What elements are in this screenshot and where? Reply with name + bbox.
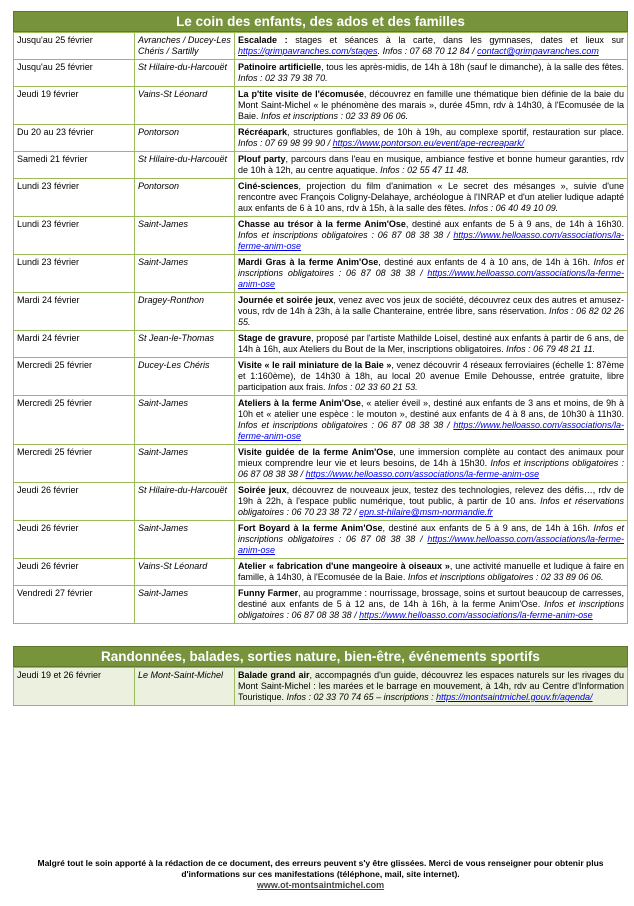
table-row — [14, 559, 628, 586]
event-title: Visite « le rail miniature de la Baie » — [238, 360, 392, 370]
event-info: Infos : 07 69 98 99 90 / — [238, 138, 333, 148]
event-place: Saint-James — [135, 445, 235, 483]
event-text: , au programme : nourrissage, brossage, soins et surtout beaucoup de carresses, destiné aux enfants de 5 à 12 ans, de 14h à 16h, à la ferme Anim'Ose. — [238, 588, 624, 609]
table-row — [14, 60, 628, 87]
event-description — [235, 217, 628, 255]
event-link[interactable]: https://www.helloasso.com/associations/la-ferme-anim-ose — [238, 268, 624, 289]
table-row — [14, 358, 628, 396]
event-info: Infos : 02 55 47 11 48. — [380, 165, 470, 175]
event-text: , une immersion complète au contact des animaux pour mieux comprendre leur vie et leurs besoins, de 14h à 15h30. — [238, 447, 624, 468]
event-description — [235, 445, 628, 483]
event-place: St Hilaire-du-Harcouët — [135, 152, 235, 179]
event-text: , destiné aux enfants de 5 à 9 ans, de 14h à 16h30. — [405, 219, 624, 229]
event-title: Ateliers à la ferme Anim'Ose — [238, 398, 361, 408]
event-description — [235, 125, 628, 152]
event-text: , structures gonflables, de 10h à 19h, au complexe sportif, restauration sur place. — [287, 127, 624, 137]
event-date: Lundi 23 février — [14, 179, 135, 217]
table-row — [14, 152, 628, 179]
website-link[interactable]: www.ot-montsaintmichel.com — [256, 880, 385, 890]
event-text: , « atelier éveil », destiné aux enfants de 3 ans et moins, de 9h à 10h et « atelier une espèce : le mouton », destiné aux enfants de 4 à 8 ans, de 10h30 à 11h30. — [238, 398, 624, 419]
event-description — [235, 521, 628, 559]
event-description — [235, 331, 628, 358]
event-link[interactable]: contact@grimpavranches.com — [477, 46, 599, 56]
event-place: Pontorson — [135, 125, 235, 152]
event-info: Infos et inscriptions obligatoires : 06 87 08 38 38 / — [238, 420, 454, 430]
section-header-kids: Le coin des enfants, des ados et des familles — [13, 11, 628, 32]
event-link[interactable]: https://www.helloasso.com/associations/la-ferme-anim-ose — [238, 230, 624, 251]
table-row — [14, 33, 628, 60]
event-description — [235, 358, 628, 396]
event-info: Infos et inscriptions obligatoires : 06 87 08 38 38 / — [238, 458, 624, 479]
event-description — [235, 255, 628, 293]
event-place: Avranches / Ducey-Les Chéris / Sartilly — [135, 33, 235, 60]
event-place: Le Mont-Saint-Michel — [135, 668, 235, 706]
event-info: Infos : 06 79 48 21 11. — [506, 344, 596, 354]
event-title: Escalade : — [238, 35, 288, 45]
event-title: Patinoire artificielle — [238, 62, 322, 72]
event-text: , découvrez en famille une thématique bien définie de la baie du Mont Saint-Michel « le phénomène des marais », durée 45mn, rdv à 14h30, à l'Ecomusée de la Baie. — [238, 89, 624, 121]
event-date: Jusqu'au 25 février — [14, 33, 135, 60]
event-description — [235, 87, 628, 125]
outdoor-events-table — [13, 667, 628, 706]
event-date: Jeudi 26 février — [14, 483, 135, 521]
table-row — [14, 87, 628, 125]
event-link[interactable]: https://www.helloasso.com/associations/la-ferme-anim-ose — [305, 469, 540, 479]
table-row — [14, 483, 628, 521]
event-title: La p'tite visite de l'écomusée — [238, 89, 364, 99]
event-date: Samedi 21 février — [14, 152, 135, 179]
event-link[interactable]: https://www.helloasso.com/associations/la-ferme-anim-ose — [238, 534, 624, 555]
event-info: Infos et réservations obligatoires : 06 70 23 38 72 / — [238, 496, 624, 517]
event-text: , destiné aux enfants de 4 à 10 ans, de 14h à 16h. — [378, 257, 594, 267]
event-title: Mardi Gras à la ferme Anim'Ose — [238, 257, 379, 267]
event-place: St Hilaire-du-Harcouët — [135, 60, 235, 87]
event-description — [235, 483, 628, 521]
kids-events-table — [13, 32, 628, 624]
event-date: Lundi 23 février — [14, 217, 135, 255]
event-description — [235, 33, 628, 60]
event-info: Infos et inscriptions obligatoires : 06 87 08 38 38 / — [238, 523, 624, 544]
event-date: Jusqu'au 25 février — [14, 60, 135, 87]
event-info: . Infos : 07 68 70 12 84 / — [377, 46, 478, 56]
event-place: St Hilaire-du-Harcouët — [135, 483, 235, 521]
event-date: Mercredi 25 février — [14, 358, 135, 396]
table-row — [14, 331, 628, 358]
event-title: Fort Boyard à la ferme Anim'Ose — [238, 523, 383, 533]
event-description — [235, 586, 628, 624]
table-row — [14, 586, 628, 624]
table-row — [14, 125, 628, 152]
event-place: Saint-James — [135, 217, 235, 255]
event-link[interactable]: https://www.helloasso.com/associations/la-ferme-anim-ose — [359, 610, 593, 620]
event-place: Saint-James — [135, 396, 235, 445]
event-info: Infos : 06 40 49 10 09. — [468, 203, 559, 213]
event-place: Saint-James — [135, 586, 235, 624]
event-title: Soirée jeux — [238, 485, 287, 495]
event-date: Mercredi 25 février — [14, 396, 135, 445]
event-text: , venez avec vos jeux de société, découvrez ceux des autres et amusez-vous, rdv de 14h à 23h, à la salle Chanteraine, entrée libre, sans réservation. — [238, 295, 624, 316]
event-link[interactable]: epn.st-hilaire@msm-normandie.fr — [359, 507, 493, 517]
event-text: , projection du film d'animation « Le secret des mésanges », suivie d'une rencontre avec François Coligny-Delahaye, archéologue à l'INRAP et d'un atelier ludique adapté aux enfants de 6 à 10 ans, rdv à 15h, à la salle des fêtes. — [238, 181, 624, 213]
event-info: Infos et inscriptions : 02 33 89 06 06. — [261, 111, 409, 121]
event-title: Récréapark — [238, 127, 288, 137]
table-row — [14, 217, 628, 255]
event-info: Infos et inscriptions obligatoires : 06 87 08 38 38 / — [238, 230, 454, 240]
footer — [13, 858, 628, 891]
event-date: Mardi 24 février — [14, 293, 135, 331]
event-place: Dragey-Ronthon — [135, 293, 235, 331]
event-description — [235, 179, 628, 217]
event-date: Jeudi 26 février — [14, 521, 135, 559]
event-date: Jeudi 19 et 26 février — [14, 668, 135, 706]
event-text: , tous les après-midis, de 14h à 18h (sauf le dimanche), à la salle des fêtes. — [321, 62, 625, 72]
event-description — [235, 668, 628, 706]
table-row — [14, 396, 628, 445]
event-text: , découvrez de nouveaux jeux, testez des technologies, relevez des défis…, rdv de 19h à 22h, à l'espace public numérique, tout public, à partir de 10 ans. — [238, 485, 624, 506]
event-title: Stage de gravure — [238, 333, 312, 343]
event-title: Visite guidée de la ferme Anim'Ose — [238, 447, 394, 457]
event-text: stages et séances à la carte, dans les gymnases, dates et lieux sur — [287, 35, 624, 45]
event-place: Vains-St Léonard — [135, 559, 235, 586]
table-row — [14, 521, 628, 559]
event-place: Saint-James — [135, 521, 235, 559]
section-header-outdoor: Randonnées, balades, sorties nature, bien-être, événements sportifs — [13, 646, 628, 667]
event-link[interactable]: https://www.pontorson.eu/event/ape-recreapark/ — [332, 138, 525, 148]
document-page — [13, 11, 628, 706]
event-place: Saint-James — [135, 255, 235, 293]
footer-notice: Malgré tout le soin apporté à la rédaction de ce document, des erreurs peuvent s'y être glissées. Merci de vous renseigner pour obtenir plus d'informations sur ces manifestations (téléphone, mail, site internet). — [37, 858, 604, 879]
event-title: Journée et soirée jeux — [238, 295, 334, 305]
event-description — [235, 396, 628, 445]
event-date: Jeudi 19 février — [14, 87, 135, 125]
table-row — [14, 445, 628, 483]
table-row — [14, 255, 628, 293]
event-info: Infos et inscriptions obligatoires : 06 87 08 38 38 / — [238, 599, 624, 620]
event-text: , accompagnés d'un guide, découvrez les espaces naturels sur les rivages du Mont Saint-Michel : les marées et le barrage en mouvement, à 14h, rdv au Centre d'Information Touristique. — [238, 670, 624, 702]
event-text: , parcours dans l'eau en musique, ambiance festive et bonne humeur garanties, rdv de 10h à 12h, au centre aquatique. — [238, 154, 624, 175]
event-info: Infos et inscriptions obligatoires : 06 87 08 38 38 / — [238, 257, 624, 278]
event-place: Pontorson — [135, 179, 235, 217]
event-info: Infos : 02 33 79 38 70. — [238, 73, 328, 83]
event-title: Atelier « fabrication d'une mangeoire à oiseaux » — [238, 561, 450, 571]
event-text: , une activité manuelle et ludique à faire en famille, à 14h30, à l'Ecomusée de la Baie. — [238, 561, 624, 582]
event-text: , destiné aux enfants de 5 à 9 ans, de 14h à 16h. — [382, 523, 594, 533]
event-title: Plouf party — [238, 154, 286, 164]
event-description — [235, 152, 628, 179]
event-description — [235, 293, 628, 331]
event-link[interactable]: https://www.helloasso.com/associations/la-ferme-anim-ose — [238, 420, 624, 441]
event-place: Vains-St Léonard — [135, 87, 235, 125]
event-info: Infos : 02 33 60 21 53. — [328, 382, 418, 392]
event-date: Mardi 24 février — [14, 331, 135, 358]
table-row — [14, 668, 628, 706]
event-place: St Jean-le-Thomas — [135, 331, 235, 358]
event-text: , proposé par l'artiste Mathilde Loisel, destiné aux enfants à partir de 6 ans, de 14h à 16h, aux Ateliers du Bout de la Mer, inscriptions obligatoires. — [238, 333, 625, 354]
event-description — [235, 60, 628, 87]
event-title: Ciné-sciences — [238, 181, 299, 191]
event-link[interactable]: https://grimpavranches.com/stages — [238, 46, 378, 56]
event-title: Funny Farmer — [238, 588, 299, 598]
event-date: Lundi 23 février — [14, 255, 135, 293]
event-date: Du 20 au 23 février — [14, 125, 135, 152]
event-text: , venez découvrir 4 réseaux ferroviaires (échelle 1: 87ème et 1:160ème), de 14h30 à 18h, au local 20 avenue Emile Dehousse, entrée gratuite, libre participation aux frais. — [238, 360, 624, 392]
event-info: Infos : 02 33 70 74 65 – inscriptions : — [286, 692, 437, 702]
event-title: Balade grand air — [238, 670, 310, 680]
event-date: Jeudi 26 février — [14, 559, 135, 586]
event-description — [235, 559, 628, 586]
event-info: Infos et inscriptions obligatoires : 02 33 89 06 06. — [407, 572, 604, 582]
event-place: Ducey-Les Chéris — [135, 358, 235, 396]
event-link[interactable]: https://montsaintmichel.gouv.fr/agenda/ — [436, 692, 593, 702]
event-date: Mercredi 25 février — [14, 445, 135, 483]
table-row — [14, 293, 628, 331]
event-title: Chasse au trésor à la ferme Anim'Ose — [238, 219, 406, 229]
event-info: Infos : 06 82 02 26 55. — [238, 306, 625, 327]
table-row — [14, 179, 628, 217]
event-date: Vendredi 27 février — [14, 586, 135, 624]
